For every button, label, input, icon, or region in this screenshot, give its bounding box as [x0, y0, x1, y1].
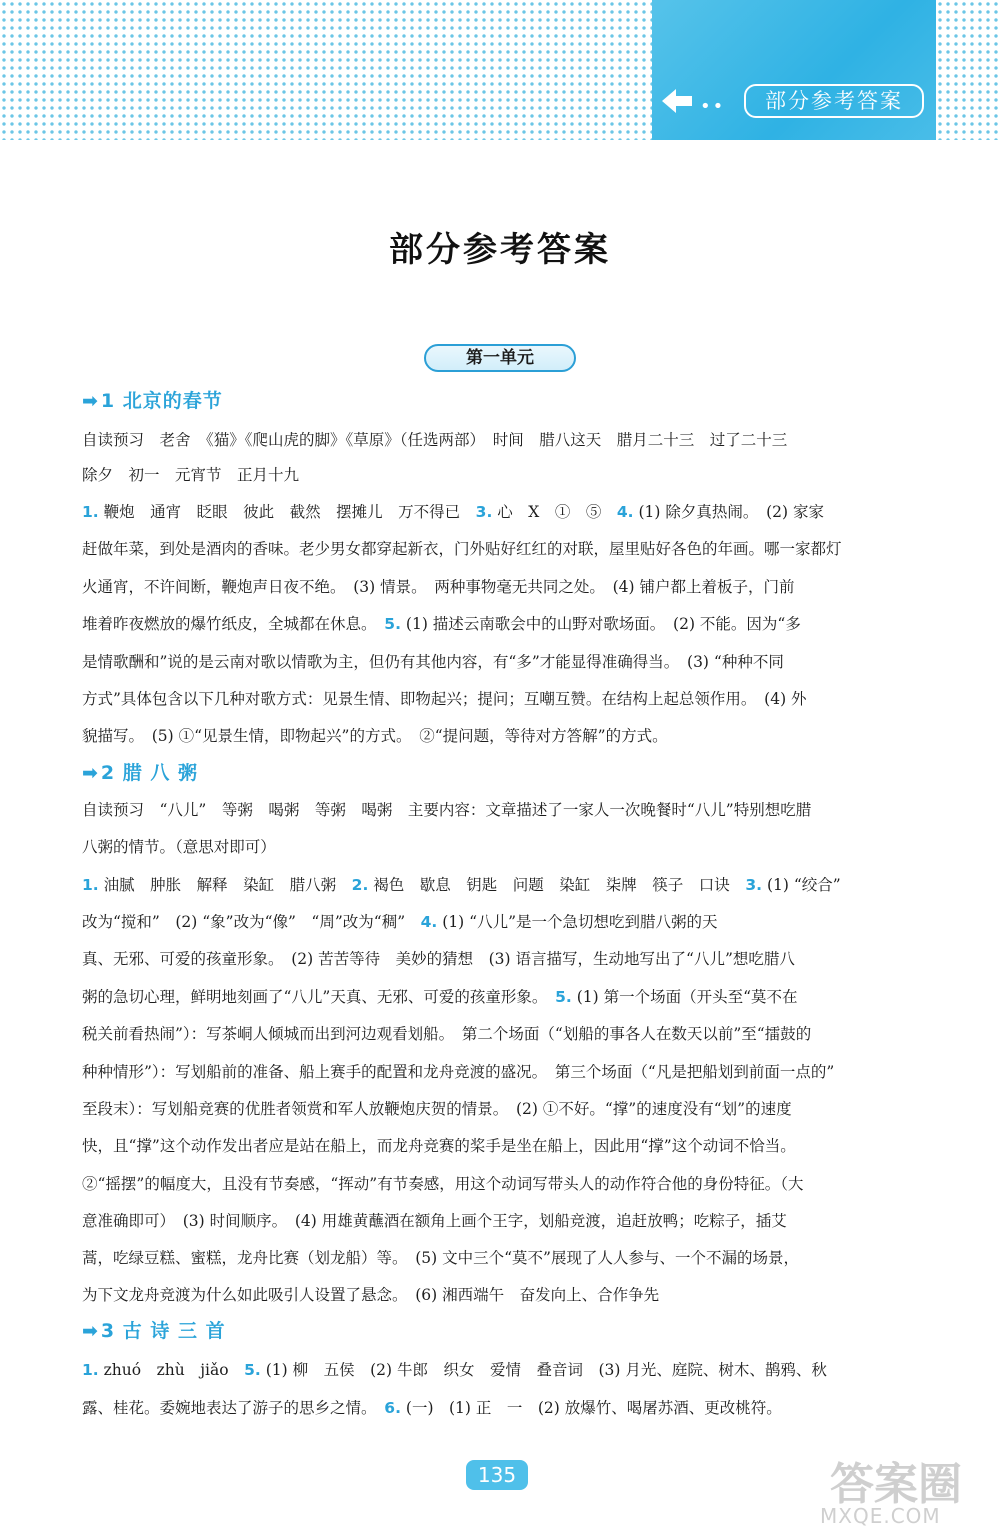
section-heading-3: ➡ 3 古 诗 三 首: [82, 1320, 226, 1342]
question-number: 1.: [82, 503, 99, 521]
text-line: 蒿，吃绿豆糕、蜜糕，龙舟比赛（划龙船）等。 (5) 文中三个“莫不”展现了人人参与、一个不漏的场景，: [82, 1249, 799, 1267]
question-number: 1.: [82, 876, 99, 894]
text-line: 露、桂花。委婉地表达了游子的思乡之情。 6. (一) (1) 正 一 (2) 放爆竹、喝屠苏酒、更改桃符。: [82, 1399, 782, 1417]
text-line: 火通宵，不许间断，鞭炮声日夜不绝。 (3) 情景。 两种事物毫无共同之处。 (4) 铺户都上着板子，门前: [82, 578, 795, 596]
question-number: 5.: [384, 615, 401, 633]
question-number: 6.: [384, 1399, 401, 1417]
text-line: 1. zhuó zhù jiǎo 5. (1) 柳 五侯 (2) 牛郎 织女 爱情 叠音词 (3) 月光、庭院、树木、鹊鸦、秋: [82, 1361, 827, 1379]
question-number: 1.: [82, 1361, 99, 1379]
text-line: ②“摇摆”的幅度大，且没有节奏感，“挥动”有节奏感，用这个动词写带头人的动作符合他的身份特征。（大: [82, 1175, 804, 1193]
header-dot-pattern: [0, 0, 652, 140]
text-line: 改为“搅和” (2) “象”改为“像” “周”改为“稠” 4. (1) “八儿”是一个急切想吃到腊八粥的天: [82, 913, 718, 931]
text-line: 真、无邪、可爱的孩童形象。 (2) 苦苦等待 美妙的猜想 (3) 语言描写，生动地写出了“八儿”想吃腊八: [82, 950, 795, 968]
text-line: 貌描写。 (5) ①“见景生情，即物起兴”的方式。 ②“提问题，等待对方答解”的方式。: [82, 727, 668, 745]
text-line: 方式”具体包含以下几种对歌方式：见景生情、即物起兴；提问；互嘲互赞。在结构上起总领作用。 (4) 外: [82, 690, 807, 708]
header-dots: ••: [700, 96, 726, 117]
text-line: 自读预习 老舍 《猫》《爬山虎的脚》《草原》（任选两部） 时间 腊八这天 腊月二十三 过了二十三: [82, 431, 788, 449]
question-number: 4.: [420, 913, 438, 931]
question-number: 5.: [244, 1361, 261, 1379]
text-line: 为下文龙舟竞渡为什么如此吸引人设置了悬念。 (6) 湘西端午 奋发向上、合作争先: [82, 1286, 660, 1304]
question-number: 5.: [555, 988, 572, 1006]
question-number: 3.: [745, 876, 762, 894]
text-line: 至段末）：写划船竞赛的优胜者领赏和军人放鞭炮庆贺的情景。 (2) ①不好。“撑”的速度没有“划”的速度: [82, 1100, 792, 1118]
text-line: 除夕 初一 元宵节 正月十九: [82, 466, 300, 484]
question-number: 3.: [475, 503, 493, 521]
text-line: 种种情形”）：写划船前的准备、船上赛手的配置和龙舟竞渡的盛况。 第三个场面（“凡是把船划到前面一点的”: [82, 1063, 835, 1081]
header-dot-pattern-right: [936, 0, 1000, 140]
text-line: 意准确即可） (3) 时间顺序。 (4) 用雄黄蘸酒在额角上画个王字，划船竞渡，追赶放鸭；吃粽子，插艾: [82, 1212, 787, 1230]
section-heading-1: ➡ 1 北京的春节: [82, 390, 223, 412]
watermark-url: MXQE.COM: [820, 1504, 941, 1528]
watermark-text: 答案圈: [830, 1459, 962, 1510]
text-line: 1. 鞭炮 通宵 眨眼 彼此 截然 摆摊儿 万不得已 3. 心 X ① ⑤ 4. (1) 除夕真热闹。 (2) 家家: [82, 503, 824, 521]
question-number: 2.: [351, 876, 369, 894]
question-number: 4.: [616, 503, 634, 521]
text-line: 赶做年菜，到处是酒肉的香味。老少男女都穿起新衣，门外贴好红红的对联，屋里贴好各色的年画。哪一家都灯: [82, 540, 842, 558]
arrow-right-icon: ➡: [82, 390, 99, 412]
arrow-left-icon: [660, 86, 694, 116]
text-line: 粥的急切心理，鲜明地刻画了“八儿”天真、无邪、可爱的孩童形象。 5. (1) 第一个场面（开头至“莫不在: [82, 988, 798, 1006]
page-number: 135: [466, 1460, 528, 1490]
text-line: 1. 油腻 肿胀 解释 染缸 腊八粥 2. 褐色 歇息 钥匙 问题 染缸 柒牌 筷子 口诀 3. (1) “绞合”: [82, 876, 841, 894]
arrow-right-icon: ➡: [82, 762, 99, 784]
arrow-right-icon: ➡: [82, 1320, 99, 1342]
unit-badge: 第一单元: [424, 344, 576, 372]
text-line: 堆着昨夜燃放的爆竹纸皮，全城都在休息。 5. (1) 描述云南歌会中的山野对歌场面。 (2) 不能。因为“多: [82, 615, 801, 633]
watermark-logo: [800, 1448, 990, 1528]
text-line: 快，且“撑”这个动作发出者应是站在船上，而龙舟竞赛的桨手是坐在船上，因此用“撑”这个动词不恰当。: [82, 1137, 796, 1155]
header-tag: 部分参考答案: [744, 84, 924, 118]
text-line: 税关前看热闹”）：写茶峒人倾城而出到河边观看划船。 第二个场面（“划船的事各人在数天以前”至“擂鼓的: [82, 1025, 812, 1043]
text-line: 八粥的情节。（意思对即可）: [82, 838, 276, 856]
page-title: 部分参考答案: [389, 230, 611, 270]
text-line: 自读预习 “八儿” 等粥 喝粥 等粥 喝粥 主要内容：文章描述了一家人一次晚餐时“八儿”特别想吃腊: [82, 801, 812, 819]
text-line: 是情歌酬和”说的是云南对歌以情歌为主，但仍有其他内容，有“多”才能显得准确得当。 (3) “种种不同: [82, 653, 784, 671]
header-band: [652, 0, 936, 140]
section-heading-2: ➡ 2 腊 八 粥: [82, 762, 198, 784]
